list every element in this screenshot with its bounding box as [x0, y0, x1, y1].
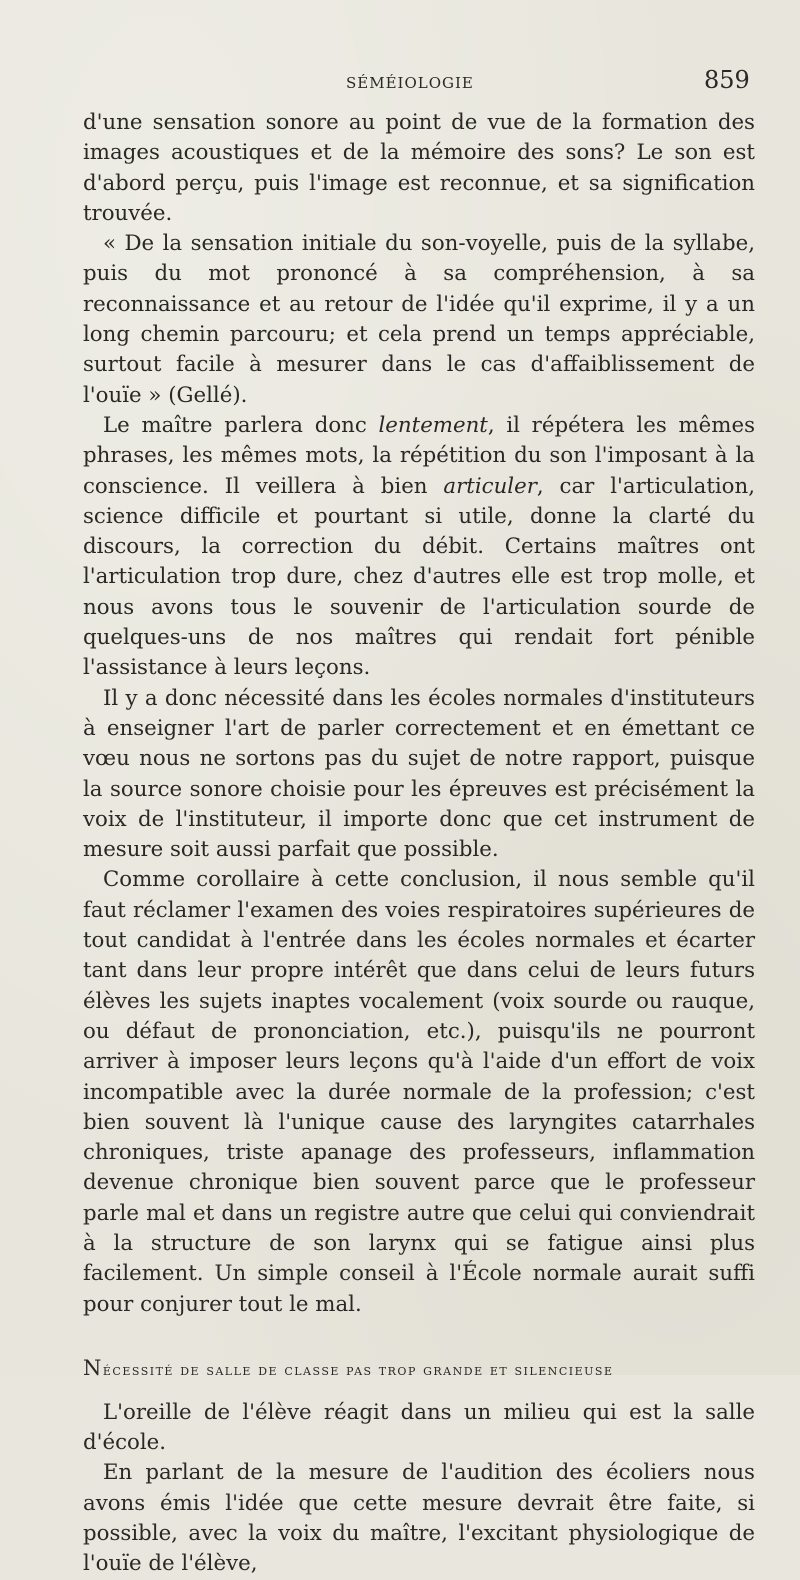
paragraph-1: d'une sensation sonore au point de vue de la formation des images acoustiques et de la mémoire des sons? Le son est d'abord perçu, puis l'image est reconnue, et sa signification trouvée.	[83, 110, 755, 226]
emphasis-lentement: lentement	[378, 412, 488, 438]
paragraph-3-text-b: , il répétera les mêmes phrases, les mêmes mots, la répétition du son l'imposant à la conscience. Il veillera à bien	[83, 412, 755, 499]
body-text	[83, 108, 755, 1580]
emphasis-articuler: articuler	[443, 473, 537, 499]
paragraph-3-text-a: Le maître parlera donc	[103, 412, 379, 438]
page-number: 859	[704, 66, 750, 94]
paragraph-5: Comme corollaire à cette conclusion, il nous semble qu'il faut réclamer l'examen des voies respiratoires supérieures de tout candidat à l'entrée dans les écoles normales et écarter tant dans leur propre intérêt que dans celui de leurs futurs élèves les sujets inaptes vocalement (voix sourde ou rauque, ou défaut de prononciation, etc.), puisqu'ils ne pourront arriver à imposer leurs leçons qu'à l'aide d'un effort de voix incompatible avec la durée normale de la profession; c'est bien souvent là l'unique cause des laryngites catarrhales chroniques, triste apanage des professeurs, inflammation devenue chronique bien souvent parce que le professeur parle mal et dans un registre autre que celui qui conviendrait à la structure de son larynx qui se fatigue ainsi plus facilement. Un simple conseil à l'École normale aurait suffi pour conjurer tout le mal.	[83, 867, 755, 1317]
paragraph-3	[83, 411, 755, 684]
paragraph-4: Il y a donc nécessité dans les écoles normales d'instituteurs à enseigner l'art de parler correctement et en émettant ce vœu nous ne sortons pas du sujet de notre rapport, puisque la source sonore choisie pour les épreuves est précisément la voix de l'instituteur, il importe donc que cet instrument de mesure soit aussi parfait que possible.	[83, 685, 755, 863]
paragraph-2-quotation: « De la sensation initiale du son-voyelle, puis de la syllabe, puis du mot prononcé à sa compréhension, à sa reconnaissance et au retour de l'idée qu'il exprime, il y a un long chemin parcouru; et cela prend un temps appréciable, surtout facile à mesurer dans le cas d'affaiblissement de l'ouïe » (Gellé).	[83, 231, 755, 408]
paragraph-7: En parlant de la mesure de l'audition des écoliers nous avons émis l'idée que cette mesure devrait être faite, si possible, avec la voix du maître, l'excitant physiologique de l'ouïe de l'élève,	[83, 1460, 755, 1577]
section-heading-text: écessité de salle de classe pas trop grande et silencieuse	[102, 1360, 614, 1379]
running-header	[0, 66, 800, 92]
paragraph-3-text-c: , car l'articulation, science difficile et pourtant si utile, donne la clarté du discours, la correction du débit. Certains maîtres ont l'articulation trop dure, chez d'autres elle est trop molle, et nous avons tous le souvenir de l'articulation sourde de quelques-uns de nos maîtres qui rendait fort pénible l'assistance à leurs leçons.	[83, 473, 755, 681]
section-heading-initial: N	[83, 1355, 103, 1380]
running-title: SÉMÉIOLOGIE	[346, 74, 474, 92]
section-heading	[83, 1356, 755, 1382]
paragraph-6: L'oreille de l'élève réagit dans un milieu qui est la salle d'école.	[83, 1399, 755, 1456]
